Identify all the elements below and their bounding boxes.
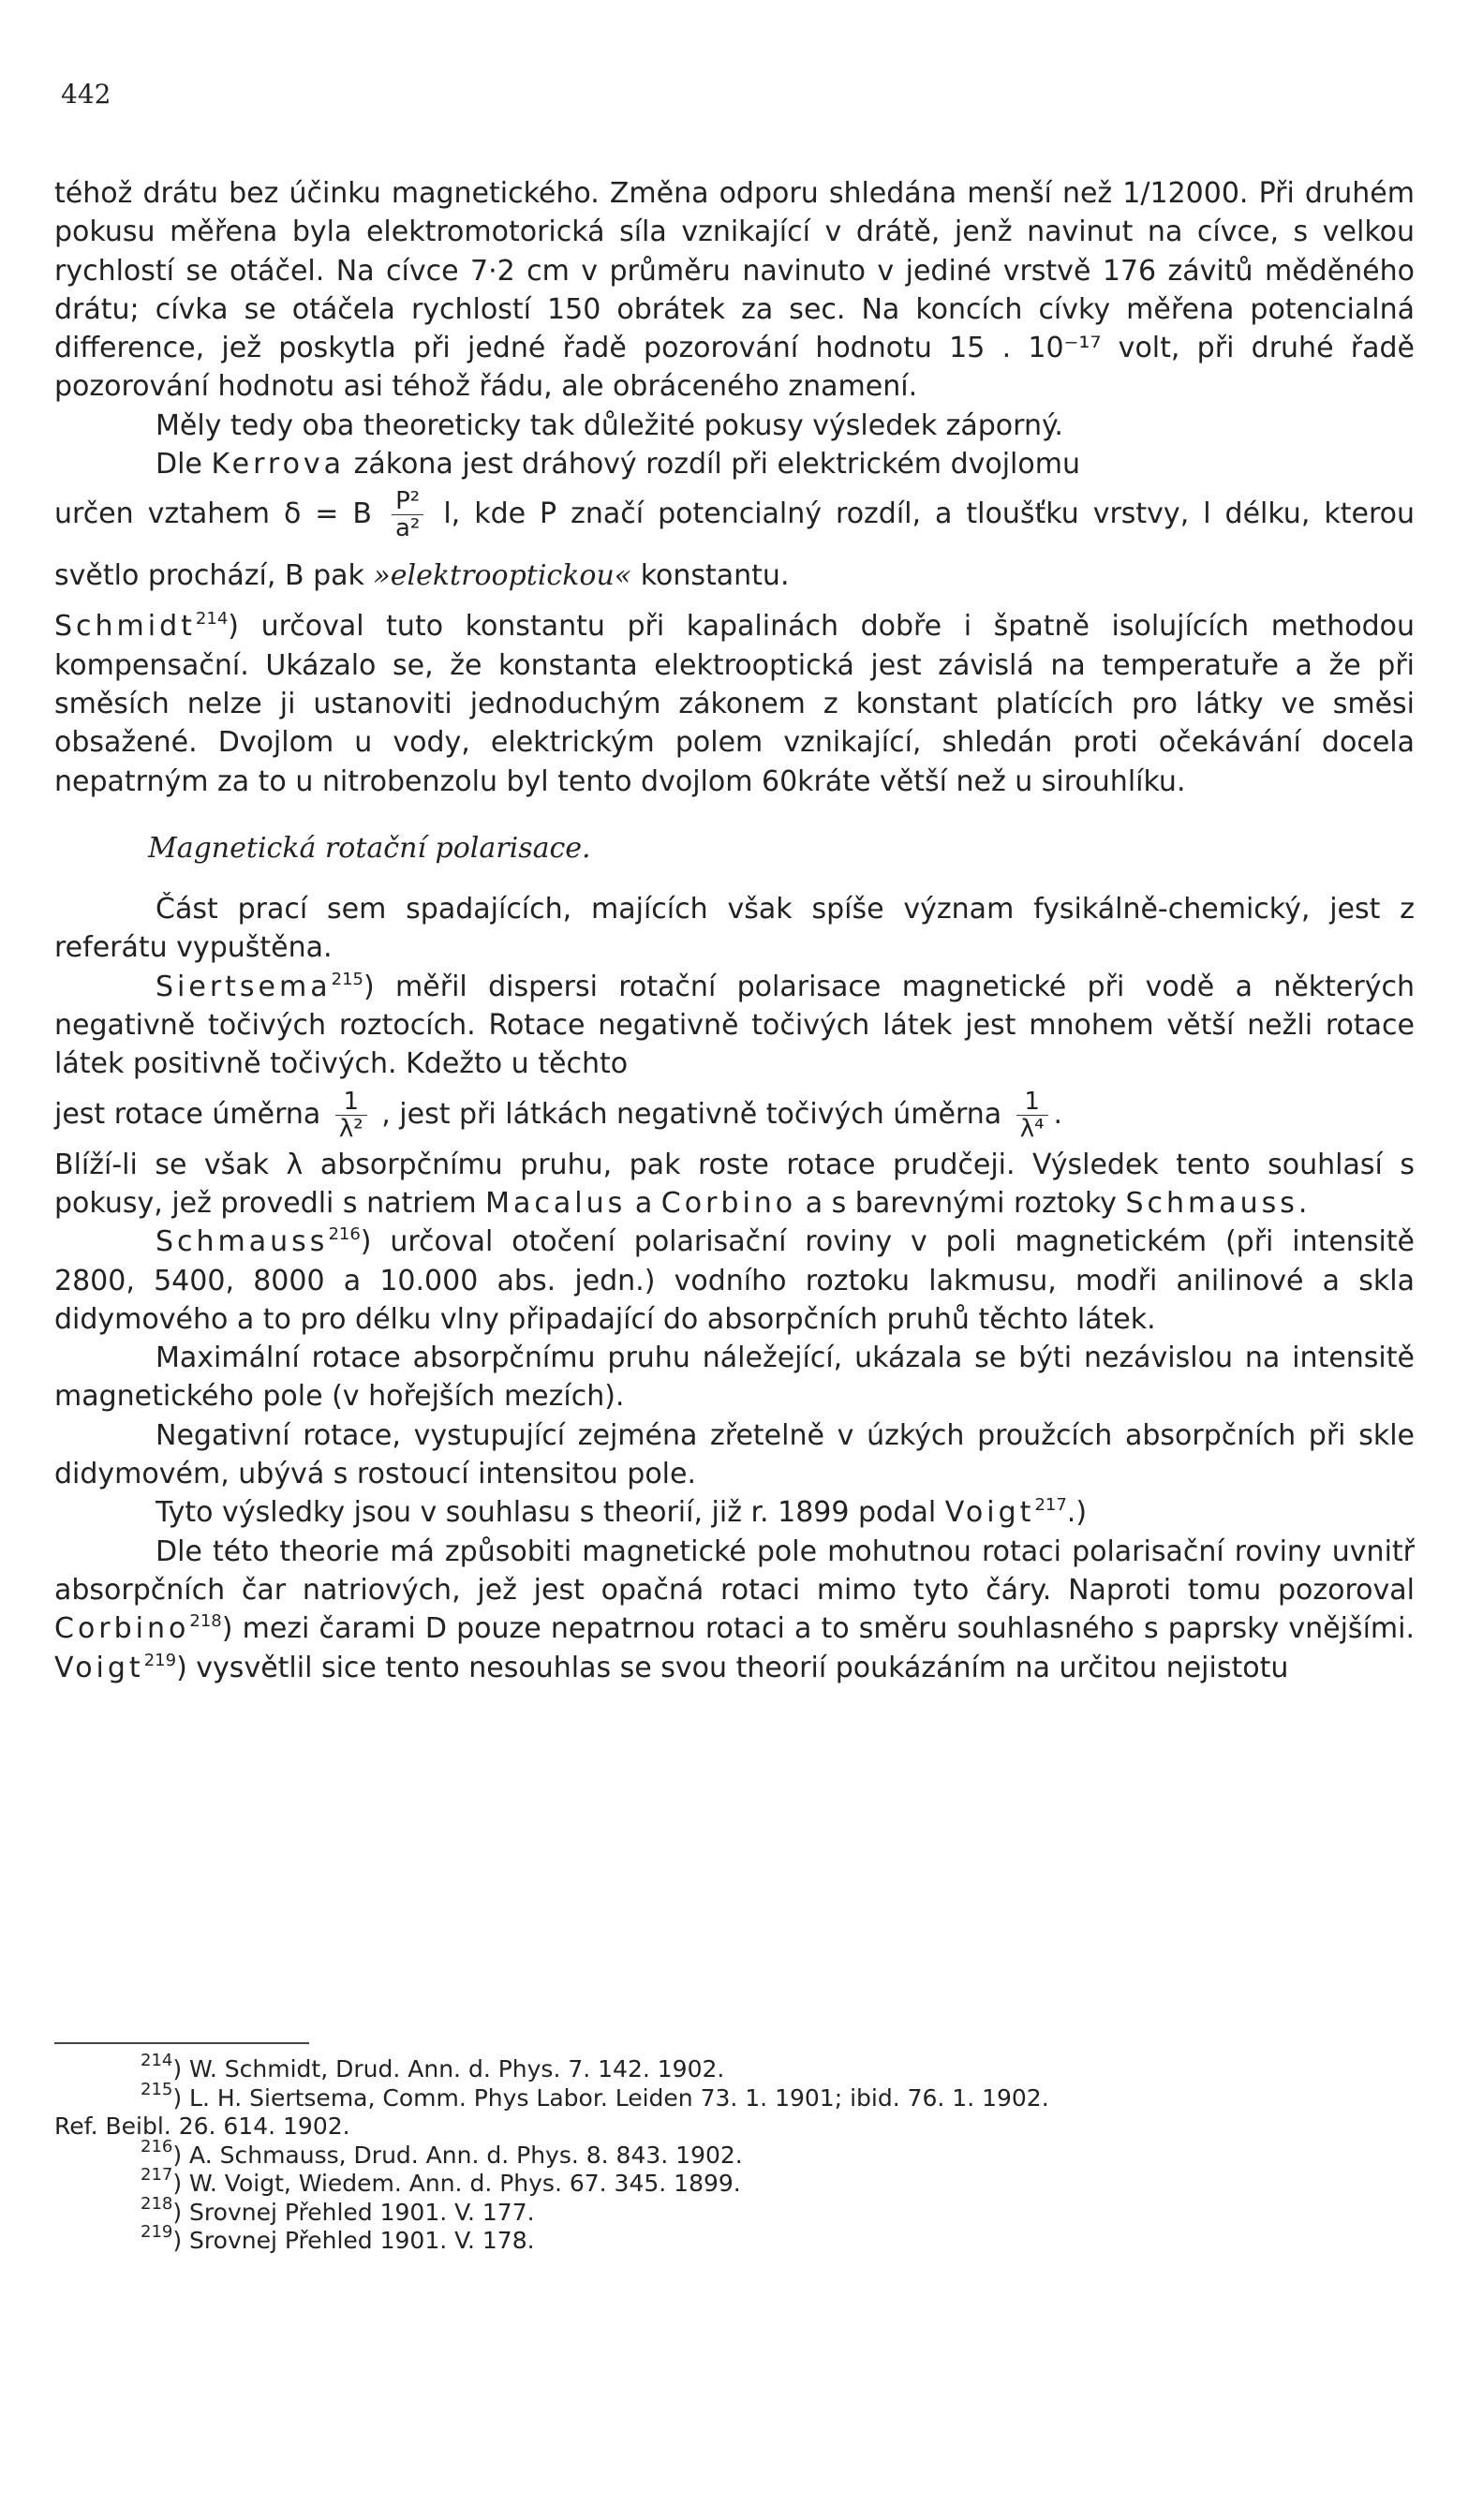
author-name: Voigt	[944, 1496, 1035, 1530]
page-number: 442	[61, 79, 111, 110]
fraction	[335, 1089, 367, 1142]
footnote-ref: 217	[1034, 1495, 1067, 1516]
paragraph: Maximální rotace absorpčnímu pruhu náležející, ukázala se býti nezávislou na intensitě magnetického pole (v hořejších mezích).	[54, 1342, 1415, 1414]
paragraph	[54, 1533, 1415, 1687]
footnote-number: 215	[141, 2079, 173, 2099]
footnote-divider	[54, 2042, 309, 2044]
formula-line	[54, 483, 1415, 607]
footnote-continuation	[54, 2112, 1415, 2142]
footnote-text: Ref. Beibl. 26. 614. 1902.	[54, 2112, 350, 2140]
author-name: Schmauss	[156, 1225, 329, 1259]
author-name: Kerrova	[211, 448, 346, 482]
footnote	[54, 2079, 1415, 2113]
text-run: ) určoval tuto konstantu při kapalinách dobře i špatně isolujících methodou kompensační. Ukázalo se, že konstanta elektrooptická jest závislá na temperatuře a že při směsích nelze ji ustanoviti jednoduchým zákonem z konstant platících pro látky ve směsi obsažené. Dvojlom u vody, elektrickým polem vznikající, shledán proti očekávání docela nepatrným za to u nitrobenzolu byl tento dvojlom 60kráte větší než u sirouhlíku.	[54, 610, 1415, 798]
text-run: určen vztahem δ = B	[54, 497, 373, 531]
fraction-numerator: P²	[392, 488, 423, 515]
footnote-text: ) Srovnej Přehled 1901. V. 178.	[172, 2227, 535, 2254]
footnote-text: ) W. Voigt, Wiedem. Ann. d. Phys. 67. 345. 1899.	[172, 2170, 741, 2197]
footnote-ref: 215	[331, 969, 363, 989]
paragraph	[54, 968, 1415, 1084]
author-name: Voigt	[54, 1651, 144, 1684]
footnotes	[54, 2051, 1415, 2256]
fraction-denominator: λ²	[338, 1114, 363, 1143]
author-name: Corbino	[660, 1186, 797, 1220]
text-run: a s barevnými roztoky	[805, 1186, 1117, 1220]
paragraph	[54, 1223, 1415, 1339]
author-name: Schmidt	[54, 610, 196, 644]
footnote-number: 218	[141, 2193, 173, 2214]
author-name: Corbino	[54, 1612, 190, 1646]
paragraph	[54, 607, 1415, 800]
formula-line	[54, 1084, 1415, 1146]
paragraph: Negativní rotace, vystupující zejména zřetelně v úzkých proužcích absorpčních při skle didymovém, ubývá s rostoucí intensitou pole.	[54, 1418, 1415, 1491]
text-run: .)	[1066, 1496, 1088, 1530]
text-run: Dle	[156, 448, 202, 482]
footnote-ref: 216	[328, 1224, 361, 1245]
fraction	[392, 488, 423, 541]
text-run: l, kde P značí potencialný rozdíl, a tloušťku vrstvy, l délku, kterou světlo prochází, B pak	[54, 497, 1415, 593]
text-run: Dle této theorie má způsobiti magnetické pole mohutnou rotaci polarisační roviny uvnitř absorpčních čar natriových, jež jest opačná rotaci mimo tyto čáry. Naproti tomu pozoroval	[54, 1534, 1415, 1607]
text-run: konstantu.	[640, 559, 790, 593]
paragraph	[54, 1146, 1415, 1223]
footnote-text: ) L. H. Siertsema, Comm. Phys Labor. Leiden 73. 1. 1901; ibid. 76. 1. 1902.	[172, 2083, 1049, 2112]
paragraph: téhož drátu bez účinku magnetického. Změna odporu shledána menší než 1/12000. Při druhém pokusu měřena byla elektromotorická síla vznikající v drátě, jenž navinut na cívce, s velkou rychlostí se otáčel. Na cívce 7·2 cm v průměru navinuto v jediné vrstvě 176 závitů měděného drátu; cívka se otáčela rychlostí 150 obrátek za sec. Na koncích cívky měřena potencialná difference, jež poskytla při jedné řadě pozorování hodnotu 15 . 10⁻¹⁷ volt, při druhé řadě pozorování hodnotu asi téhož řádu, ale obráceného znamení.	[54, 177, 1415, 404]
text-run: ) určoval otočení polarisační roviny v poli magnetickém (při intensitě 2800, 5400, 8000 a 10.000 abs. jedn.) vodního roztoku lakmusu, modři anilinové a skla didymového a to pro délku vlny připadající do absorpčních pruhů těchto látek.	[54, 1225, 1415, 1336]
footnote-ref: 218	[189, 1611, 222, 1632]
author-name: Siertsema	[156, 970, 332, 1003]
text-run: jest rotace úměrna	[54, 1097, 321, 1131]
paragraph: Měly tedy oba theoreticky tak důležité pokusy výsledek záporný.	[156, 408, 1063, 442]
text-run: Tyto výsledky jsou v souhlasu s theorií, již r. 1899 podal	[156, 1496, 937, 1530]
fraction	[1016, 1089, 1048, 1142]
footnote-text: ) A. Schmauss, Drud. Ann. d. Phys. 8. 843. 1902.	[172, 2141, 743, 2169]
text-run: .	[1297, 1186, 1308, 1220]
fraction-numerator: 1	[1016, 1089, 1048, 1116]
term: »elektrooptickou«	[373, 559, 632, 593]
footnote	[54, 2193, 1415, 2228]
fraction-denominator: a²	[395, 514, 421, 543]
paragraph: Část prací sem spadajících, majících však spíše význam fysikálně-chemický, jest z referátu vypuštěna.	[54, 893, 1415, 965]
paragraph	[54, 1493, 1415, 1532]
footnote	[54, 2051, 1415, 2084]
footnote-number: 219	[141, 2222, 173, 2242]
footnote	[54, 2136, 1415, 2171]
footnote-ref: 219	[143, 1650, 177, 1670]
footnote-text: ) Srovnej Přehled 1901. V. 177.	[172, 2198, 535, 2226]
text-run: a	[634, 1186, 653, 1220]
fraction-denominator: λ⁴	[1019, 1114, 1045, 1143]
author-name: Schmauss	[1125, 1186, 1298, 1220]
text-run: , jest při látkách negativně točivých úměrna	[381, 1097, 1002, 1131]
text-run: ) vysvětlil sice tento nesouhlas se svou theorií poukázáním na určitou nejistotu	[176, 1651, 1289, 1684]
text-run: zákona jest dráhový rozdíl při elektrickém dvojlomu	[353, 448, 1080, 482]
paragraph	[54, 445, 1415, 483]
main-text	[54, 174, 1415, 1687]
footnote-number: 216	[141, 2136, 173, 2157]
section-heading: Magnetická rotační polarisace.	[148, 831, 591, 865]
text-run: .	[1053, 1097, 1063, 1131]
text-run: Blíží-li se však λ absorpčnímu pruhu, pak roste rotace prudčeji. Výsledek tento souhlasí s pokusy, jež provedli s natriem	[54, 1148, 1415, 1220]
author-name: Macalus	[485, 1186, 627, 1220]
footnote-number: 214	[141, 2051, 173, 2070]
footnote	[54, 2222, 1415, 2256]
footnote-text: ) W. Schmidt, Drud. Ann. d. Phys. 7. 142. 1902.	[172, 2055, 725, 2083]
footnote-number: 217	[141, 2165, 173, 2185]
footnote	[54, 2165, 1415, 2199]
footnote-ref: 214	[195, 609, 229, 630]
text-run: ) měřil dispersi rotační polarisace magnetické při vodě a některých negativně točivých roztocích. Rotace negativně točivých látek jest mnohem větší nežli rotace látek positivně točivých. Kdežto u těchto	[54, 970, 1415, 1081]
text-run: ) mezi čarami D pouze nepatrnou rotaci a to směru souhlasného s paprsky vnějšími.	[221, 1612, 1415, 1646]
fraction-numerator: 1	[335, 1089, 367, 1116]
